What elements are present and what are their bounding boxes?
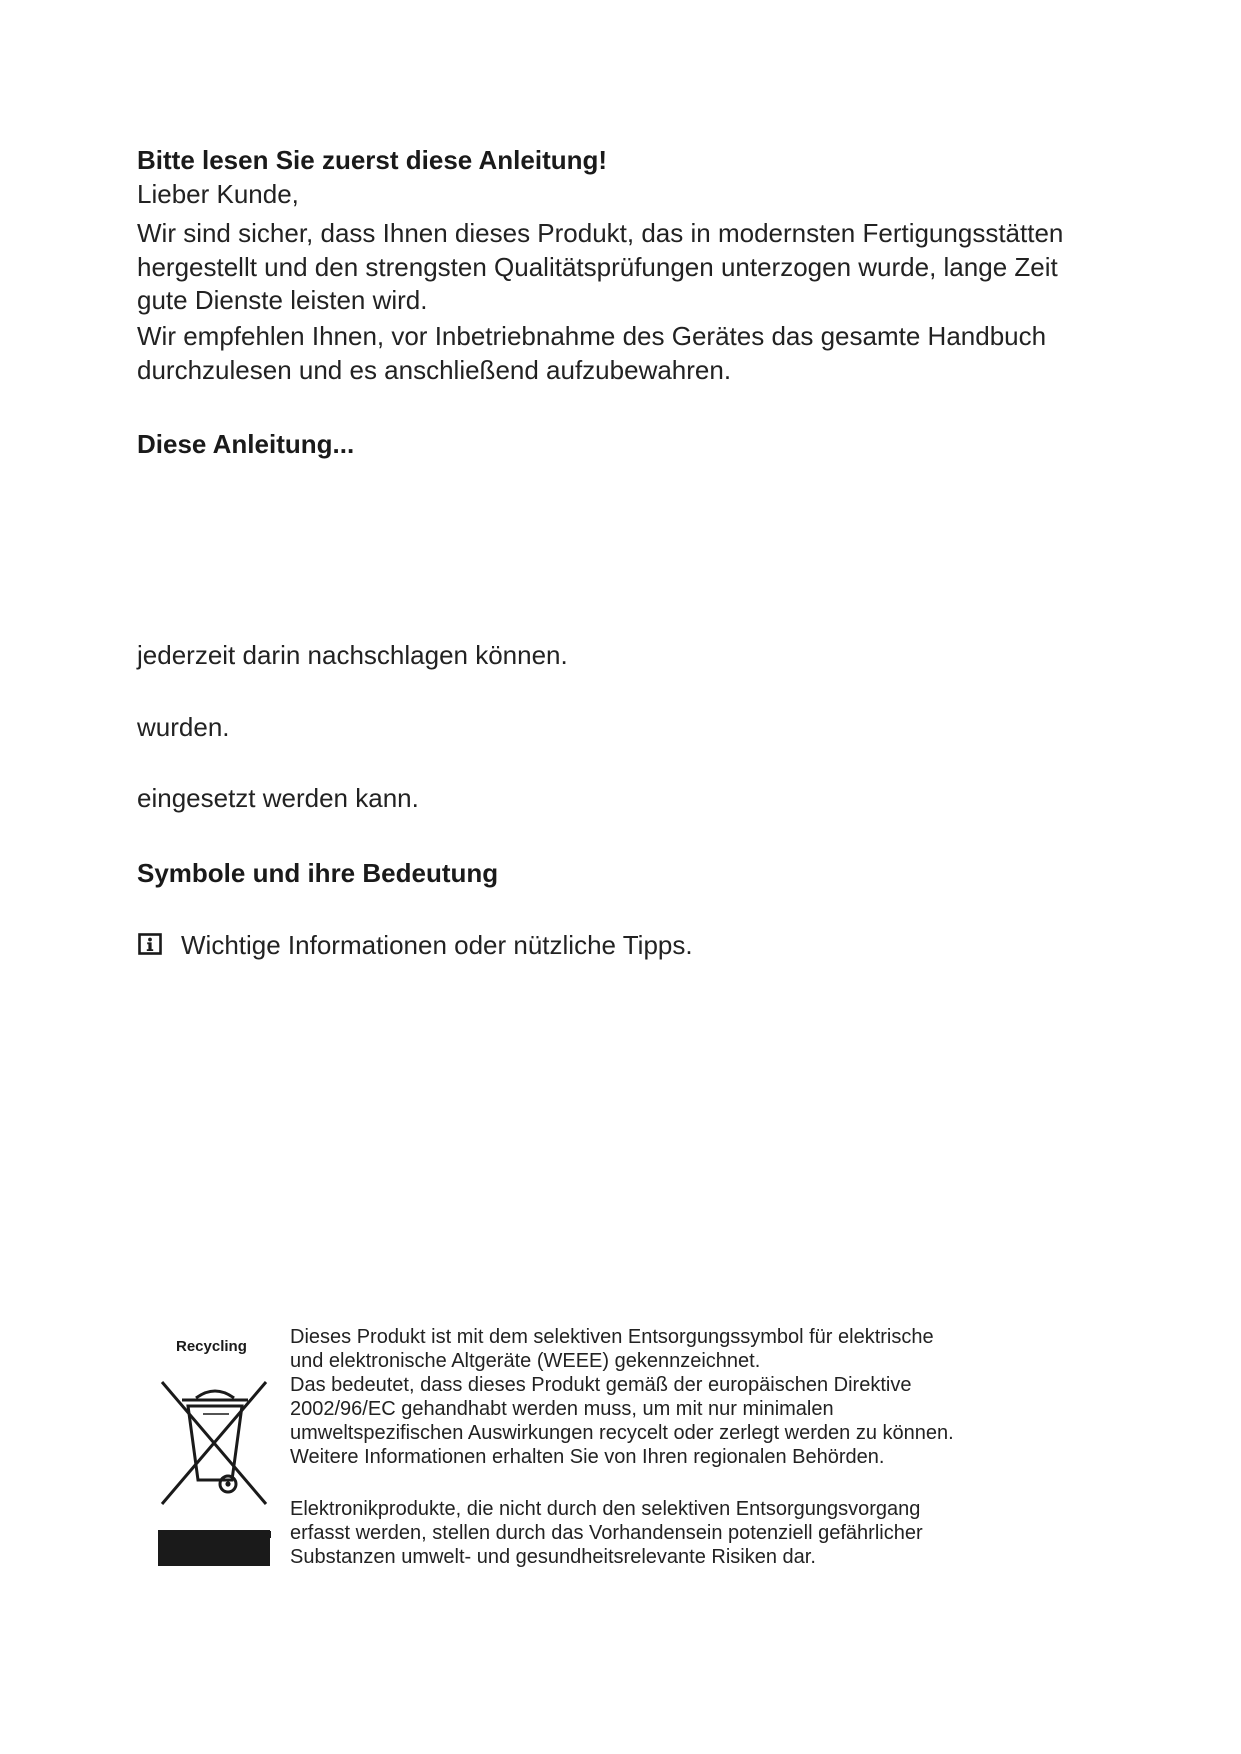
info-icon <box>138 933 162 955</box>
recycling-paragraph-1-line: umweltspezifischen Auswirkungen recycelt oder zerlegt werden zu können. <box>290 1422 954 1444</box>
manual-heading: Diese Anleitung... <box>137 429 355 459</box>
recycling-paragraph-1-line: Dieses Produkt ist mit dem selektiven Entsorgungssymbol für elektrische <box>290 1326 934 1348</box>
greeting: Lieber Kunde, <box>137 179 299 209</box>
intro-paragraph-2 <box>137 320 1046 387</box>
intro-paragraph-1-line: gute Dienste leisten wird. <box>137 285 428 315</box>
recycling-paragraph-1 <box>290 1325 954 1469</box>
recycling-label: Recycling <box>176 1338 247 1355</box>
intro-paragraph-1-line: hergestellt und den strengsten Qualitätsprüfungen unterzogen wurde, lange Zeit <box>137 251 1058 282</box>
manual-fragment-2: wurden. <box>137 712 230 742</box>
recycling-paragraph-1-line: Das bedeutet, dass dieses Produkt gemäß der europäischen Direktive <box>290 1374 912 1396</box>
info-tip-text: Wichtige Informationen oder nützliche Tipps. <box>181 930 693 960</box>
recycling-paragraph-2-line: Substanzen umwelt- und gesundheitsrelevante Risiken dar. <box>290 1546 816 1568</box>
intro-paragraph-2-line: Wir empfehlen Ihnen, vor Inbetriebnahme des Gerätes das gesamte Handbuch <box>137 321 1047 351</box>
symbols-heading: Symbole und ihre Bedeutung <box>137 858 499 888</box>
manual-fragment-1: jederzeit darin nachschlagen können. <box>137 640 568 670</box>
recycling-paragraph-1-line: Weitere Informationen erhalten Sie von Ihren regionalen Behörden. <box>290 1446 885 1468</box>
recycling-paragraph-2-line: erfasst werden, stellen durch das Vorhandensein potenziell gefährlicher <box>290 1522 923 1544</box>
recycling-paragraph-1-line: und elektronische Altgeräte (WEEE) gekennzeichnet. <box>290 1350 761 1372</box>
weee-crossed-bin-icon <box>158 1376 272 1538</box>
manual-fragment-3: eingesetzt werden kann. <box>137 783 419 813</box>
recycling-paragraph-2-line: Elektronikprodukte, die nicht durch den selektiven Entsorgungsvorgang <box>290 1498 921 1520</box>
weee-black-bar <box>158 1530 270 1566</box>
intro-paragraph-1-line: Wir sind sicher, dass Ihnen dieses Produkt, das in modernsten Fertigungsstätten <box>137 218 1064 248</box>
intro-paragraph-1 <box>137 217 1063 318</box>
recycling-paragraph-2 <box>290 1497 923 1569</box>
intro-heading: Bitte lesen Sie zuerst diese Anleitung! <box>137 145 608 175</box>
intro-paragraph-2-line: durchzulesen und es anschließend aufzubewahren. <box>137 354 732 385</box>
recycling-paragraph-1-line: 2002/96/EC gehandhabt werden muss, um mit nur minimalen <box>290 1398 834 1420</box>
